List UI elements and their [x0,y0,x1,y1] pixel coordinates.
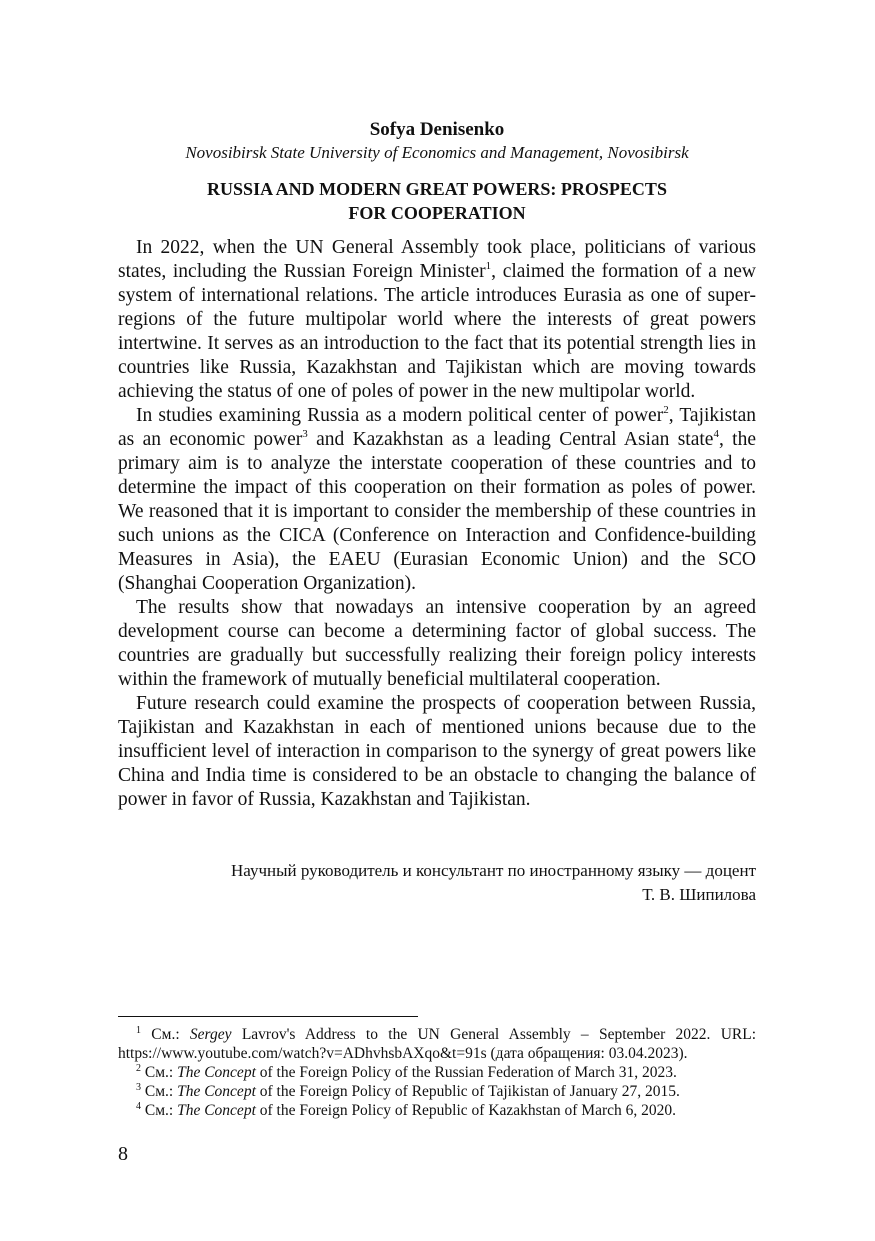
footnote-prefix: См.: [144,1102,178,1119]
footnote-text: of the Foreign Policy of Republic of Tajikistan of January 27, 2015. [255,1083,680,1100]
document-page [118,0,756,1241]
footnote-number: 2 [136,1063,141,1074]
footnote-1 [118,1025,756,1063]
footnote-italic: The Concept [177,1064,256,1081]
footnote-italic: The Concept [177,1083,256,1100]
footnote-ref-4[interactable]: 4 [713,428,719,440]
footnote-prefix: См.: [144,1083,178,1100]
article-body [118,236,756,812]
paragraph-4: Future research could examine the prospects of cooperation between Russia, Tajikistan and Kazakhstan in each of mentioned unions because due to the insufficient level of interaction in comparison to the synergy of great powers like China and India time is considered to be an obstacle to changing the balance of power in favor of Russia, Kazakhstan and Tajikistan. [118,693,756,810]
supervisor-note [118,859,756,907]
footnote-ref-3[interactable]: 3 [302,428,308,440]
footnote-italic: The Concept [177,1102,256,1119]
footnote-number: 3 [136,1082,141,1093]
footnote-divider [118,1016,418,1017]
footnote-prefix: См.: [151,1026,190,1043]
paragraph-2-text-a: In studies examining Russia as a modern political center of power [136,405,664,426]
supervisor-line-1: Научный руководитель и консультант по иностранному языку — доцент [230,861,756,880]
paragraph-3: The results show that nowadays an intensive cooperation by an agreed development course can become a determining factor of global success. The countries are gradually but successfully realizing their foreign policy interests within the framework of mutually beneficial multilateral cooperation. [118,597,756,690]
footnote-text: of the Foreign Policy of Republic of Kazakhstan of March 6, 2020. [255,1102,677,1119]
article-title-line-2: FOR COOPERATION [348,203,526,223]
footnotes [118,1025,756,1120]
footnote-text: of the Foreign Policy of the Russian Federation of March 31, 2023. [255,1064,677,1081]
page-number: 8 [118,1143,128,1165]
paragraph-1-text-a: In 2022, when the UN General Assembly took place, politicians of various states, including the Russian Foreign Minister [118,237,756,282]
paragraph-2 [118,404,756,596]
supervisor-line-2: Т. В. Шипилова [642,885,756,904]
paragraph-2-text-c: and Kazakhstan as a leading Central Asian state [307,429,714,450]
footnote-4 [118,1101,756,1120]
footnote-number: 4 [136,1101,141,1112]
footnote-text: Lavrov's Address to the UN General Assembly – September 2022. URL: https://www.youtube.com/watch?v=ADhvhsbAXqo&t=91s (дата обращения: 03.04.2023). [118,1026,756,1062]
footnote-2 [118,1063,756,1082]
footnote-ref-1[interactable]: 1 [485,260,492,272]
footnote-number: 1 [136,1025,141,1036]
footnote-ref-2[interactable]: 2 [663,404,669,416]
paragraph-2-text-b: , Tajikistan as an economic power [118,405,756,450]
author-affiliation: Novosibirsk State University of Economics and Management, Novosibirsk [185,143,689,162]
paragraph-1 [118,236,756,404]
footnote-italic: Sergey [189,1026,232,1043]
paragraph-2-text-d: , the primary aim is to analyze the interstate cooperation of these countries and to determine the impact of this cooperation on their formation as poles of power. We reasoned that it is important to consider the membership of these countries in such unions as the CICA (Conference on Interaction and Confidence-building Measures in Asia), the EAEU (Eurasian Economic Union) and the SCO (Shanghai Cooperation Organization). [118,429,756,594]
footnote-prefix: См.: [144,1064,178,1081]
article-title [118,177,756,225]
paragraph-1-text-b: , claimed the formation of a new system of international relations. The article introduces Eurasia as one of super-regions of the future multipolar world where the interests of great powers intertwine. It serves as an introduction to the fact that its potential strength lies in countries like Russia, Kazakhstan and Tajikistan which are moving towards achieving the status of one of poles of power in the new multipolar world. [118,261,756,402]
author-name: Sofya Denisenko [369,119,505,140]
article-title-line-1: RUSSIA AND MODERN GREAT POWERS: PROSPECTS [207,179,667,199]
footnote-3 [118,1082,756,1101]
